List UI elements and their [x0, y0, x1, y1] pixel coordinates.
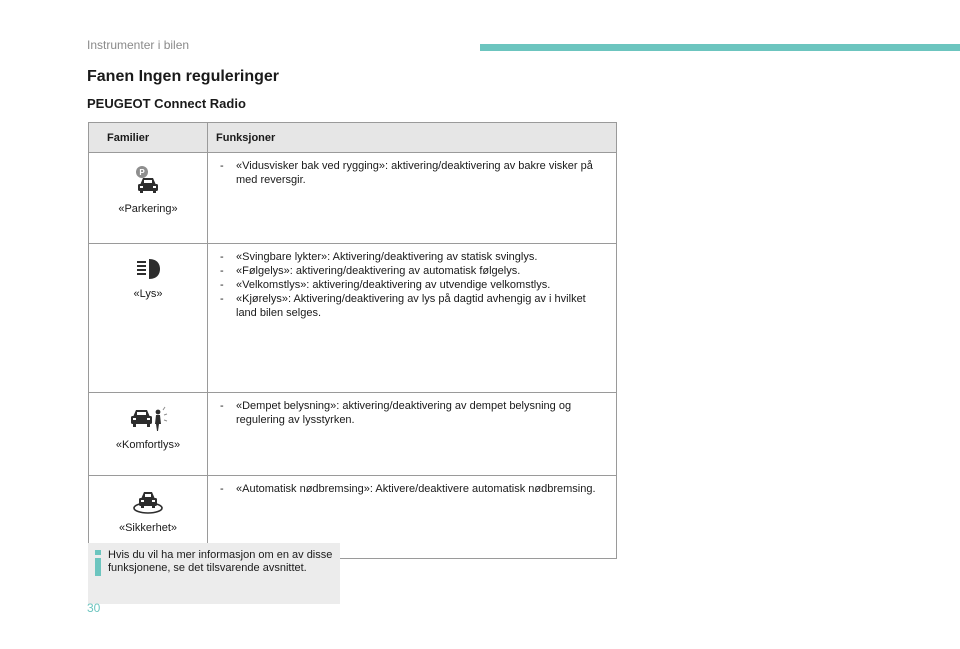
page-number: 30	[87, 601, 101, 615]
family-label: «Komfortlys»	[115, 439, 181, 451]
column-header-functions: Funksjoner	[208, 123, 617, 153]
function-list	[218, 250, 606, 320]
function-list	[218, 159, 606, 187]
family-cell	[89, 393, 208, 476]
table-row	[89, 153, 617, 244]
table-row	[89, 393, 617, 476]
function-item: - «Velkomstlys»: aktivering/deaktivering av utvendige velkomstlys.	[218, 278, 606, 292]
features-table	[88, 122, 617, 559]
functions-cell	[208, 153, 617, 244]
table-header-row	[89, 123, 617, 153]
function-item: - «Kjørelys»: Aktivering/deaktivering av lys på dagtid avhengig av i hvilket land bilen selges.	[218, 292, 606, 320]
info-text: Hvis du vil ha mer informasjon om en av disse funksjonene, se det tilsvarende avsnittet.	[108, 549, 333, 574]
car-parking-icon	[133, 165, 163, 197]
headlight-icon	[133, 256, 163, 282]
car-person-light-icon	[128, 405, 168, 433]
info-box	[88, 543, 340, 604]
page-title: Fanen Ingen reguleringer	[87, 68, 280, 85]
function-item: - «Dempet belysning»: aktivering/deaktivering av dempet belysning og regulering av lysstyrken.	[218, 399, 606, 427]
page-subtitle: PEUGEOT Connect Radio	[87, 96, 246, 111]
car-safety-icon	[131, 488, 165, 516]
function-list	[218, 482, 606, 496]
column-header-family: Familier	[89, 123, 208, 153]
function-list	[218, 399, 606, 427]
function-item: - «Svingbare lykter»: Aktivering/deaktivering av statisk svinglys.	[218, 250, 606, 264]
functions-cell	[208, 244, 617, 393]
family-cell	[89, 244, 208, 393]
family-label: «Sikkerhet»	[118, 522, 178, 534]
header-accent-bar	[480, 44, 960, 51]
family-label: «Lys»	[133, 288, 163, 300]
function-item: - «Vidusvisker bak ved rygging»: aktivering/deaktivering av bakre visker på med reversgir.	[218, 159, 606, 187]
table-row	[89, 244, 617, 393]
family-label: «Parkering»	[118, 203, 178, 215]
function-item: - «Følgelys»: aktivering/deaktivering av automatisk følgelys.	[218, 264, 606, 278]
functions-cell	[208, 393, 617, 476]
function-item: - «Automatisk nødbremsing»: Aktivere/deaktivere automatisk nødbremsing.	[218, 482, 606, 496]
family-cell	[89, 153, 208, 244]
svg-text:P: P	[139, 168, 145, 177]
section-header-label: Instrumenter i bilen	[87, 38, 190, 52]
info-icon	[95, 550, 101, 576]
